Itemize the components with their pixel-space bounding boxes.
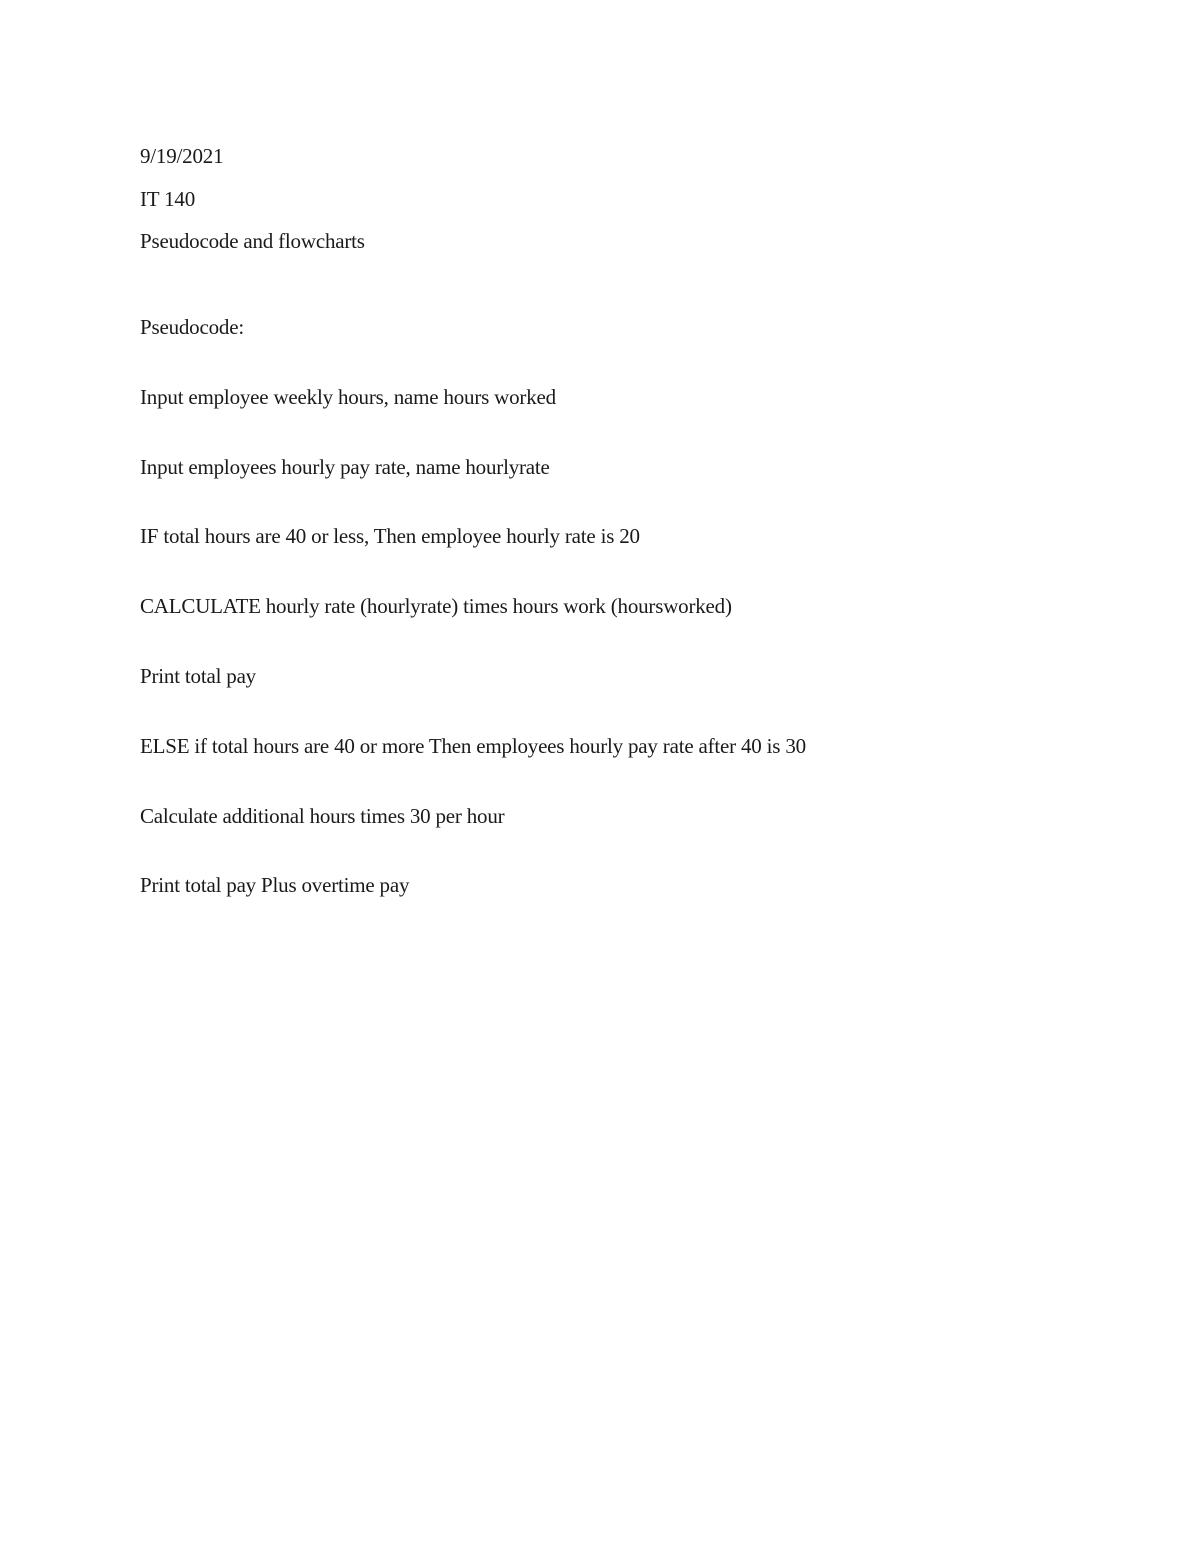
pseudocode-line: Print total pay: [140, 664, 256, 688]
pseudocode-line: CALCULATE hourly rate (hourlyrate) times hours work (hoursworked): [140, 594, 732, 618]
document-date: 9/19/2021: [140, 144, 224, 168]
pseudocode-line: Print total pay Plus overtime pay: [140, 873, 410, 897]
pseudocode-line: Calculate additional hours times 30 per hour: [140, 804, 505, 828]
pseudocode-line: ELSE if total hours are 40 or more Then employees hourly pay rate after 40 is 30: [140, 734, 806, 758]
pseudocode-line: IF total hours are 40 or less, Then employee hourly rate is 20: [140, 524, 640, 548]
pseudocode-line: Input employees hourly pay rate, name hourlyrate: [140, 455, 550, 479]
pseudocode-line: Input employee weekly hours, name hours worked: [140, 385, 556, 409]
document-title: Pseudocode and flowcharts: [140, 229, 365, 253]
section-heading: Pseudocode:: [140, 315, 244, 339]
course-code: IT 140: [140, 187, 195, 211]
